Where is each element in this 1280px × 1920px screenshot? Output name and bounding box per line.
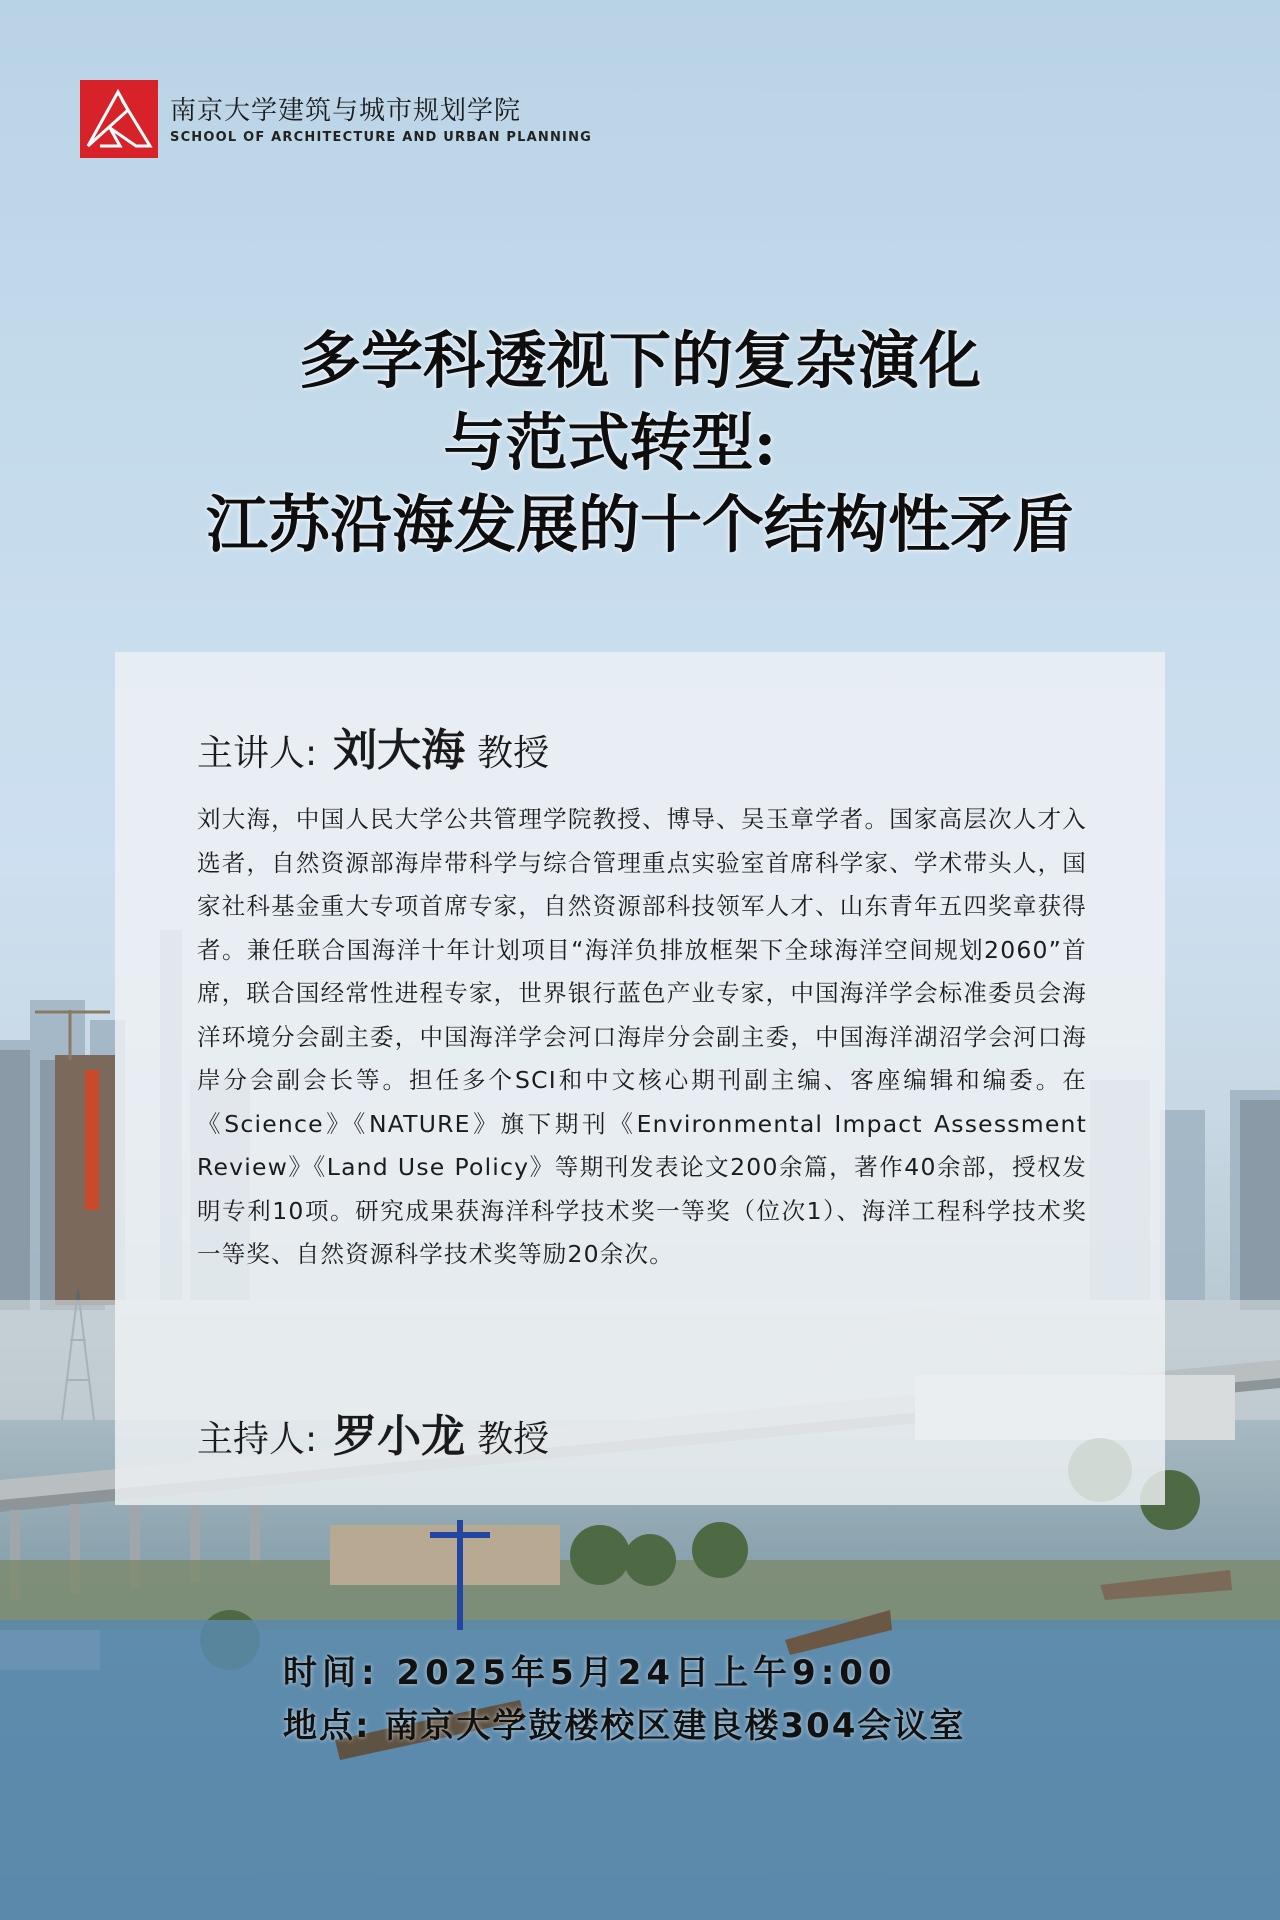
logo-emblem-icon [80, 80, 158, 158]
school-name-cn: 南京大学建筑与城市规划学院 [170, 95, 522, 126]
speaker-info-card [115, 652, 1165, 1505]
speaker-label: 主讲人: [197, 733, 318, 774]
host-heading [197, 1400, 549, 1464]
host-name: 罗小龙 [333, 1411, 466, 1462]
lecture-title [0, 320, 1280, 566]
speaker-bio: 刘大海，中国人民大学公共管理学院教授、博导、吴玉章学者。国家高层次人才入选者，自然资源部海岸带科学与综合管理重点实验室首席科学家、学术带头人，国家社科基金重大专项首席专家，自然资源部科技领军人才、山东青年五四奖章获得者。兼任联合国海洋十年计划项目“海洋负排放框架下全球海洋空间规划2060”首席，联合国经常性进程专家，世界银行蓝色产业专家，中国海洋学会标准委员会海洋环境分会副主委，中国海洋学会河口海岸分会副主委，中国海洋湖沼学会河口海岸分会副会长等。担任多个SCI和中文核心期刊副主编、客座编辑和编委。在《Science》《NATURE》旗下期刊《Environmental Impact Assessment Review》《Land Use Policy》等期刊发表论文200余篇，著作40余部，授权发明专利10项。研究成果获海洋科学技术奖一等奖（位次1）、海洋工程科学技术奖一等奖、自然资源科学技术奖等励20余次。 [197, 805, 1087, 1268]
host-title: 教授 [477, 1419, 550, 1460]
speaker-heading [197, 714, 549, 778]
title-line-1: 多学科透视下的复杂演化 [298, 324, 981, 397]
speaker-name: 刘大海 [333, 725, 466, 776]
school-name-en: SCHOOL OF ARCHITECTURE AND URBAN PLANNING [170, 129, 593, 145]
school-logo [80, 80, 592, 158]
event-time: 时间: 2025年5月24日上午9:00 [283, 1653, 897, 1693]
host-label: 主持人: [197, 1419, 318, 1460]
event-location: 地点: 南京大学鼓楼校区建良楼304会议室 [283, 1706, 966, 1746]
title-line-3: 江苏沿海发展的十个结构性矛盾 [205, 488, 1074, 561]
speaker-title: 教授 [477, 733, 550, 774]
title-line-2: 与范式转型: [443, 406, 777, 479]
